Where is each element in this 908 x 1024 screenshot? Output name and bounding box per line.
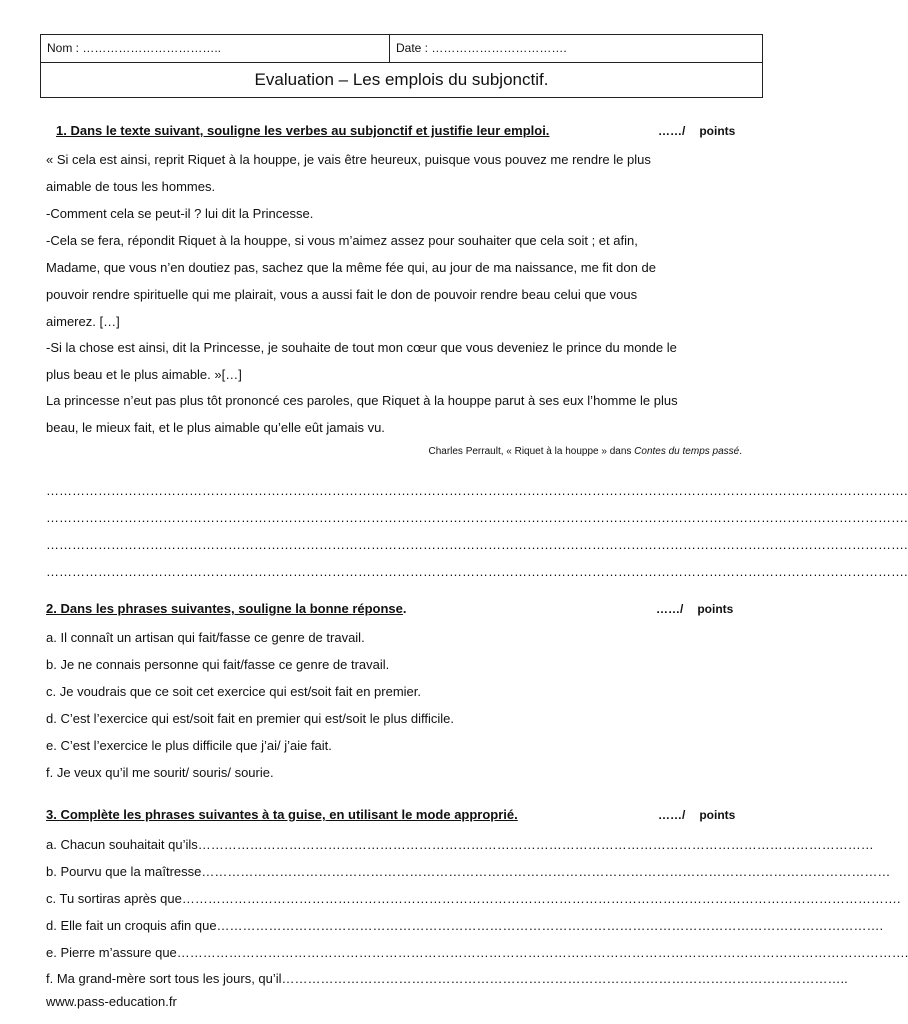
text-line: plus beau et le plus aimable. »[…] — [46, 367, 242, 382]
completion-item[interactable]: f. Ma grand-mère sort tous les jours, qu’il………………………………………………………………………………………………………………….. — [46, 971, 848, 986]
q2-heading: 2. Dans les phrases suivantes, souligne la bonne réponse. — [46, 601, 407, 616]
completion-item[interactable]: b. Pourvu que la maîtresse…………………………………………………………………………………………………………………………………………… — [46, 864, 891, 879]
exercise-item: f. Je veux qu’il me sourit/ souris/ sourie. — [46, 765, 274, 780]
exercise-item: a. Il connaît un artisan qui fait/fasse ce genre de travail. — [46, 630, 365, 645]
exercise-item: b. Je ne connais personne qui fait/fasse ce genre de travail. — [46, 657, 390, 672]
header-table — [40, 34, 763, 98]
q3-score: ……/ points — [658, 808, 736, 822]
answer-line[interactable]: ………………………………………………………………………………………………………………………………………………………………………………. — [46, 483, 908, 498]
completion-item[interactable]: c. Tu sortiras après que…………………………………………………………………………………………………………………………………………………. — [46, 891, 901, 906]
text-line: Madame, que vous n’en doutiez pas, sachez que la même fée qui, au jour de ma naissance, me fit don de — [46, 260, 656, 275]
q1-heading: 1. Dans le texte suivant, souligne les verbes au subjonctif et justifie leur emploi. — [56, 123, 550, 138]
text-line: « Si cela est ainsi, reprit Riquet à la houppe, je vais être heureux, puisque vous pouvez me rendre le plus — [46, 152, 651, 167]
page-title: Evaluation – Les emplois du subjonctif. — [254, 70, 549, 89]
footer-url: www.pass-education.fr — [46, 994, 177, 1009]
completion-item[interactable]: e. Pierre m’assure que……………………………………………………………………………………………………………………………………………………. — [46, 945, 908, 960]
text-line: -Comment cela se peut-il ? lui dit la Princesse. — [46, 206, 314, 221]
text-line: pouvoir rendre spirituelle qui me plairait, vous a aussi fait le don de pouvoir rendre beau celui que vous — [46, 287, 638, 302]
date-field[interactable]: Date : ……………………………. — [396, 41, 567, 55]
text-line: -Si la chose est ainsi, dit la Princesse, je souhaite de tout mon cœur que vous deveniez le prince du monde le — [46, 340, 677, 355]
q2-score: ……/ points — [656, 602, 734, 616]
exercise-item: e. C’est l’exercice le plus difficile que j’ai/ j’aie fait. — [46, 738, 332, 753]
completion-item[interactable]: d. Elle fait un croquis afin que………………………………………………………………………………………………………………………………………. — [46, 918, 884, 933]
answer-line[interactable]: ………………………………………………………………………………………………………………………………………………………………………………. — [46, 510, 908, 525]
text-line: aimable de tous les hommes. — [46, 179, 216, 194]
name-field[interactable]: Nom : …………………………….. — [41, 35, 390, 62]
text-line: La princesse n’eut pas plus tôt prononcé ces paroles, que Riquet à la houppe parut à ses eux l’homme le plus — [46, 393, 678, 408]
text-line: -Cela se fera, répondit Riquet à la houppe, si vous m’aimez assez pour souhaiter que cela soit ; et afin, — [46, 233, 638, 248]
text-line: aimerez. […] — [46, 314, 120, 329]
text-line: beau, le mieux fait, et le plus aimable qu’elle eût jamais vu. — [46, 420, 385, 435]
completion-item[interactable]: a. Chacun souhaitait qu’ils………………………………………………………………………………………………………………………………………… — [46, 837, 874, 852]
q3-heading: 3. Complète les phrases suivantes à ta guise, en utilisant le mode approprié. — [46, 807, 518, 822]
answer-line[interactable]: ………………………………………………………………………………………………………………………………………………………………………………. — [46, 537, 908, 552]
source-citation: Charles Perrault, « Riquet à la houppe » dans Contes du temps passé. — [428, 446, 742, 457]
q1-score: ……/ points — [658, 124, 736, 138]
exercise-item: c. Je voudrais que ce soit cet exercice qui est/soit fait en premier. — [46, 684, 422, 699]
header-row — [41, 35, 762, 63]
answer-line[interactable]: ………………………………………………………………………………………………………………………………………………………………………………. — [46, 564, 908, 579]
exercise-item: d. C’est l’exercice qui est/soit fait en premier qui est/soit le plus difficile. — [46, 711, 454, 726]
